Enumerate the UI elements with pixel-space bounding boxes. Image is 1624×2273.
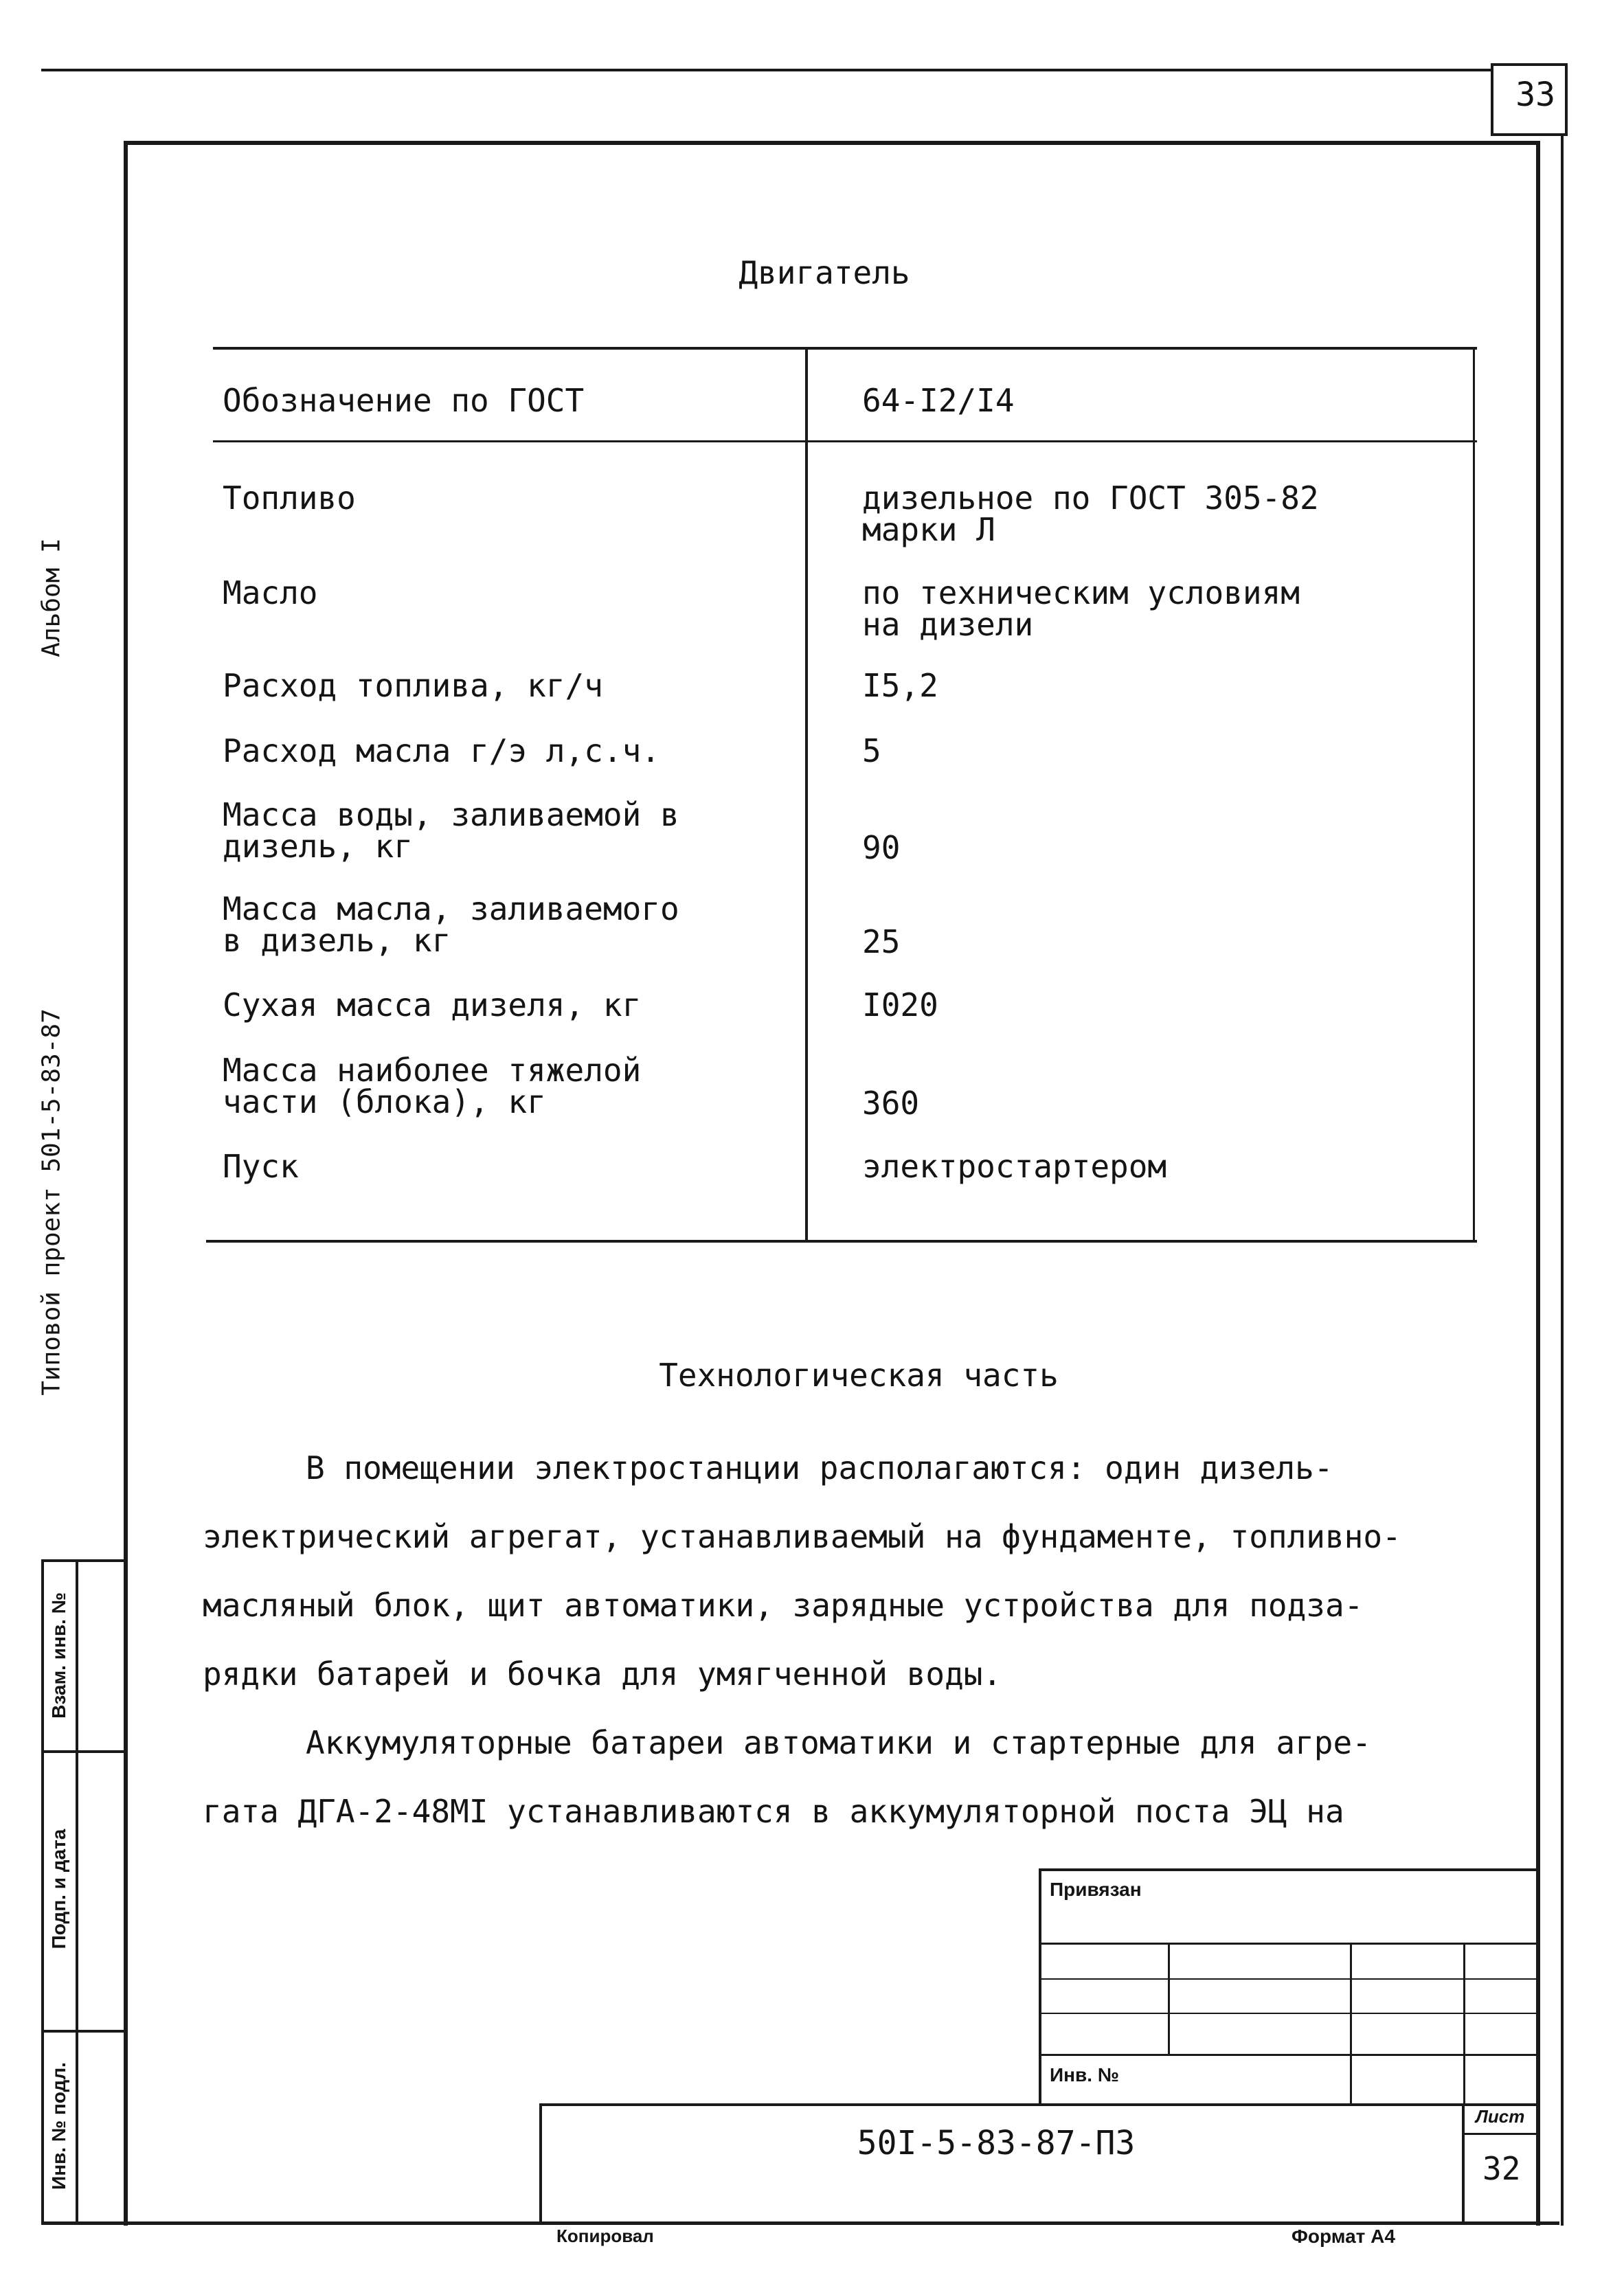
paragraph-line: В помещении электростанции располагаются: один дизель- — [306, 1449, 1333, 1486]
frame-top — [124, 141, 1539, 145]
frame-bottom — [41, 2221, 1559, 2225]
stamp-linked-label: Привязан — [1050, 1879, 1142, 1900]
sheet-number: 32 — [1482, 2150, 1521, 2187]
row-label: Сухая масса дизеля, кг — [223, 986, 642, 1024]
frame-left — [124, 141, 128, 2226]
row-label: Масса наиболее тяжелой части (блока), кг — [223, 1052, 642, 1120]
copied-label: Копировал — [556, 2226, 654, 2246]
row-value: 25 — [862, 923, 901, 960]
row-label: Топливо — [223, 479, 356, 517]
stamp-linked-top — [1039, 1868, 1540, 1871]
table-bottom-rule — [206, 1240, 1477, 1243]
stamp-grid-v1 — [1168, 1943, 1170, 2054]
top-rule — [41, 69, 1491, 71]
stamp-grid-v2 — [1350, 1943, 1352, 2105]
margin-box-top — [41, 1559, 126, 1562]
paragraph-line: рядки батарей и бочка для умягченной воды. — [203, 1655, 1002, 1693]
album-label: Альбом I — [37, 538, 66, 657]
engine-title: Двигатель — [738, 254, 910, 291]
row-value: 360 — [862, 1085, 920, 1122]
stamp-grid-v3 — [1463, 1943, 1465, 2105]
row-label: Расход масла г/э л,с.ч. — [223, 732, 660, 769]
page-number-box — [1491, 63, 1568, 136]
row-value: по техническим условиям на дизели — [862, 574, 1300, 643]
row-label: Масса воды, заливаемой в дизель, кг — [223, 796, 679, 865]
row-value: 90 — [862, 829, 901, 866]
row-label: Обозначение по ГОСТ — [223, 382, 585, 419]
page-number: 33 — [1515, 76, 1555, 114]
row-label: Масса масла, заливаемого в дизель, кг — [223, 890, 679, 959]
row-label: Расход топлива, кг/ч — [223, 667, 603, 704]
project-label: Типовой проект 501-5-83-87 — [37, 1008, 66, 1396]
stamp-main-top — [539, 2103, 1540, 2106]
paragraph-line: Аккумуляторные батареи автоматики и стартерные для агре- — [306, 1724, 1371, 1761]
margin-label: Подп. и дата — [48, 1829, 69, 1949]
stamp-linked-left — [1039, 1868, 1041, 2105]
margin-box-left — [41, 1559, 44, 2224]
table-top-rule — [213, 347, 1477, 350]
stamp-main-left — [539, 2103, 542, 2224]
row-label: Пуск — [223, 1148, 299, 1185]
paragraph-line: гата ДГА-2-48МI устанавливаются в аккумуляторной поста ЭЦ на — [203, 1793, 1344, 1830]
sheet-label: Лист — [1476, 2106, 1525, 2127]
stamp-sheet-rule — [1462, 2133, 1540, 2135]
margin-label: Взам. инв. № — [48, 1592, 69, 1719]
engine-spec-table — [213, 347, 1477, 1247]
row-value: I5,2 — [862, 667, 938, 704]
row-value: 5 — [862, 732, 881, 769]
document-code: 50I-5-83-87-ПЗ — [857, 2124, 1136, 2162]
table-column-divider — [805, 347, 808, 1240]
row-value: I020 — [862, 986, 938, 1024]
margin-box-inner — [76, 1559, 78, 2224]
table-right-edge — [1473, 347, 1475, 1240]
margin-label: Инв. № подл. — [48, 2062, 69, 2190]
paragraph-line: масляный блок, щит автоматики, зарядные устройства для подза- — [203, 1587, 1364, 1624]
margin-divider-2 — [41, 2030, 126, 2033]
frame-right-outer — [1561, 136, 1564, 2226]
row-value: электростартером — [862, 1148, 1167, 1185]
margin-divider-1 — [41, 1750, 126, 1753]
stamp-sheet-divider — [1462, 2103, 1465, 2224]
stamp-inv-label: Инв. № — [1050, 2064, 1120, 2085]
format-label: Формат А4 — [1292, 2226, 1395, 2247]
frame-right — [1536, 141, 1540, 2226]
paragraph-line: электрический агрегат, устанавливаемый на фундаменте, топливно- — [203, 1518, 1401, 1555]
technology-title: Технологическая часть — [659, 1357, 1059, 1394]
row-value: дизельное по ГОСТ 305-82 марки Л — [862, 479, 1319, 548]
row-value: 64-I2/I4 — [862, 382, 1015, 419]
row-label: Масло — [223, 574, 318, 611]
table-header-rule — [213, 440, 1477, 442]
